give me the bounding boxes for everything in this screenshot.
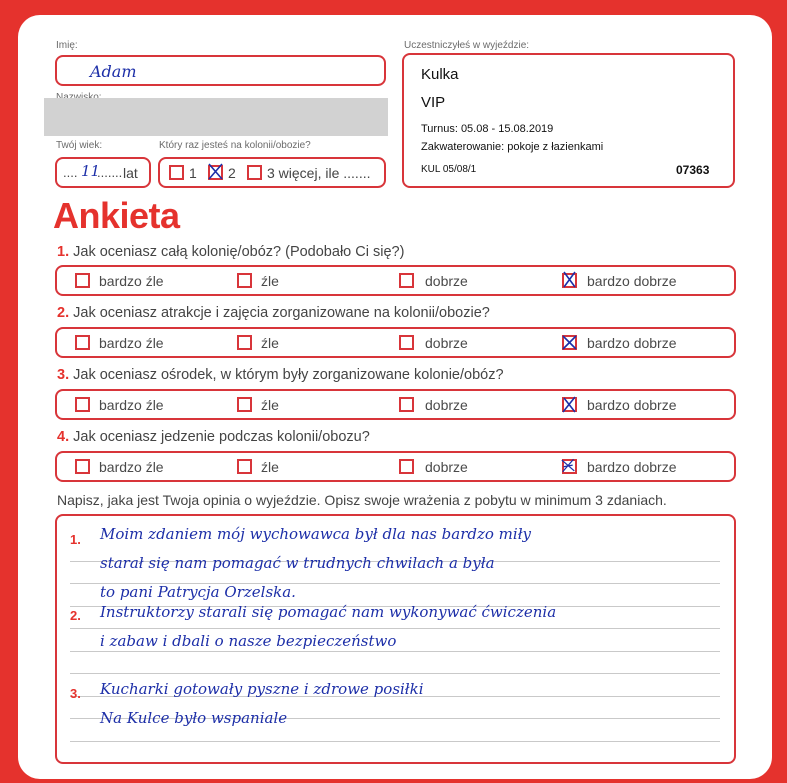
q4-checkbox-bardzo-zle[interactable]: [75, 459, 90, 474]
imie-field[interactable]: [55, 55, 386, 86]
info-number: 07363: [676, 163, 710, 177]
question-4-text: Jak oceniasz jedzenie podczas kolonii/obozu?: [73, 429, 370, 445]
info-zakwaterowanie: Zakwaterowanie: pokoje z łazienkami: [421, 141, 604, 153]
q3-label-bardzo-dobrze: bardzo dobrze: [587, 397, 677, 413]
uczestnictwo-label: Uczestniczyłeś w wyjeździe:: [404, 40, 530, 51]
q2-checkbox-zle[interactable]: [237, 335, 252, 350]
info-code: KUL 05/08/1: [421, 164, 477, 175]
info-line-2: VIP: [421, 94, 446, 111]
trip-info-box: [402, 53, 735, 188]
ruled-line: [70, 673, 720, 674]
ktory-raz-label: Który raz jesteś na kolonii/obozie?: [159, 140, 311, 151]
wiek-dots-before: ....: [63, 165, 78, 180]
imie-label: Imię:: [56, 40, 78, 51]
opinion-2-number: 2.: [70, 608, 81, 623]
q3-checkbox-zle[interactable]: [237, 397, 252, 412]
q1-label-zle: źle: [261, 273, 279, 289]
q2-checkbox-bardzo-zle[interactable]: [75, 335, 90, 350]
question-2-text: Jak oceniasz atrakcje i zajęcia zorganizowane na kolonii/obozie?: [73, 305, 490, 321]
q2-label-dobrze: dobrze: [425, 335, 468, 351]
q4-checkbox-dobrze[interactable]: [399, 459, 414, 474]
imie-value: Adam: [90, 62, 137, 81]
wiek-field[interactable]: [55, 157, 151, 188]
info-line-1: Kulka: [421, 66, 459, 83]
q3-label-dobrze: dobrze: [425, 397, 468, 413]
q1-label-bardzo-dobrze: bardzo dobrze: [587, 273, 677, 289]
q3-checkbox-dobrze[interactable]: [399, 397, 414, 412]
q2-label-bardzo-zle: bardzo źle: [99, 335, 164, 351]
wiek-value: 11: [81, 162, 101, 180]
redacted-surname-field: [44, 98, 388, 136]
wiek-unit: lat: [123, 165, 138, 181]
q1-checkbox-dobrze[interactable]: [399, 273, 414, 288]
wiek-label: Twój wiek:: [56, 140, 103, 151]
q4-label-dobrze: dobrze: [425, 459, 468, 475]
q4-checkbox-zle[interactable]: [237, 459, 252, 474]
opinion-1-text: [100, 520, 531, 607]
checkbox-visit-1[interactable]: [169, 165, 184, 180]
check-x-mark-icon: [562, 334, 577, 351]
q1-label-dobrze: dobrze: [425, 273, 468, 289]
opinion-3-line-2: Na Kulce było wspaniale: [100, 709, 288, 727]
visit-3-label: 3 więcej, ile .......: [267, 165, 371, 181]
q4-label-zle: źle: [261, 459, 279, 475]
checkbox-visit-3[interactable]: [247, 165, 262, 180]
opinion-2-line-1: Instruktorzy starali się pomagać nam wykonywać ćwiczenia: [100, 603, 557, 621]
q3-label-zle: źle: [261, 397, 279, 413]
opinion-1-number: 1.: [70, 532, 81, 547]
question-3-number: 3.: [57, 367, 70, 383]
check-x-mark-icon: [561, 457, 576, 474]
question-1: [57, 244, 404, 260]
q2-label-bardzo-dobrze: bardzo dobrze: [587, 335, 677, 351]
visit-1-label: 1: [189, 165, 197, 181]
q1-label-bardzo-zle: bardzo źle: [99, 273, 164, 289]
question-3-options: [55, 389, 736, 420]
check-x-mark-icon: [562, 271, 577, 288]
question-2-options: [55, 327, 736, 358]
ruled-line: [70, 741, 720, 742]
q3-checkbox-bardzo-zle[interactable]: [75, 397, 90, 412]
question-4-number: 4.: [57, 429, 70, 445]
opinion-1-line-1: Moim zdaniem mój wychowawca był dla nas bardzo miły: [100, 525, 532, 543]
ktory-raz-field: [158, 157, 386, 188]
visit-2-label: 2: [228, 165, 236, 181]
opinion-1-line-3: to pani Patrycja Orzelska.: [100, 583, 296, 601]
question-3: [57, 367, 504, 383]
check-x-mark-icon: [208, 163, 223, 180]
question-4-options: [55, 451, 736, 482]
question-4: [57, 429, 370, 445]
survey-title: Ankieta: [53, 195, 180, 236]
question-3-text: Jak oceniasz ośrodek, w którym były zorganizowane kolonie/obóz?: [73, 367, 504, 383]
opinion-3-number: 3.: [70, 686, 81, 701]
info-turnus: Turnus: 05.08 - 15.08.2019: [421, 123, 554, 135]
opinion-2-text: [100, 598, 556, 656]
question-1-options: [55, 265, 736, 296]
question-2: [57, 305, 490, 321]
q3-label-bardzo-zle: bardzo źle: [99, 397, 164, 413]
wiek-dots-after: .......: [97, 165, 123, 180]
opinion-3-text: [100, 675, 424, 733]
question-2-number: 2.: [57, 305, 70, 321]
q4-label-bardzo-zle: bardzo źle: [99, 459, 164, 475]
q4-label-bardzo-dobrze: bardzo dobrze: [587, 459, 677, 475]
q2-label-zle: źle: [261, 335, 279, 351]
q2-checkbox-dobrze[interactable]: [399, 335, 414, 350]
question-1-text: Jak oceniasz całą kolonię/obóz? (Podobało Ci się?): [73, 244, 405, 260]
question-1-number: 1.: [57, 244, 70, 260]
opinion-prompt: Napisz, jaka jest Twoja opinia o wyjeździe. Opisz swoje wrażenia z pobytu w minimum 3 zdaniach.: [57, 492, 667, 508]
opinion-2-line-2: i zabaw i dbali o nasze bezpieczeństwo: [100, 632, 397, 650]
opinion-1-line-2: starał się nam pomagać w trudnych chwilach a była: [100, 554, 495, 572]
q1-checkbox-zle[interactable]: [237, 273, 252, 288]
opinion-3-line-1: Kucharki gotowały pyszne i zdrowe posiłki: [100, 680, 424, 698]
q1-checkbox-bardzo-zle[interactable]: [75, 273, 90, 288]
check-x-mark-icon: [562, 396, 577, 413]
